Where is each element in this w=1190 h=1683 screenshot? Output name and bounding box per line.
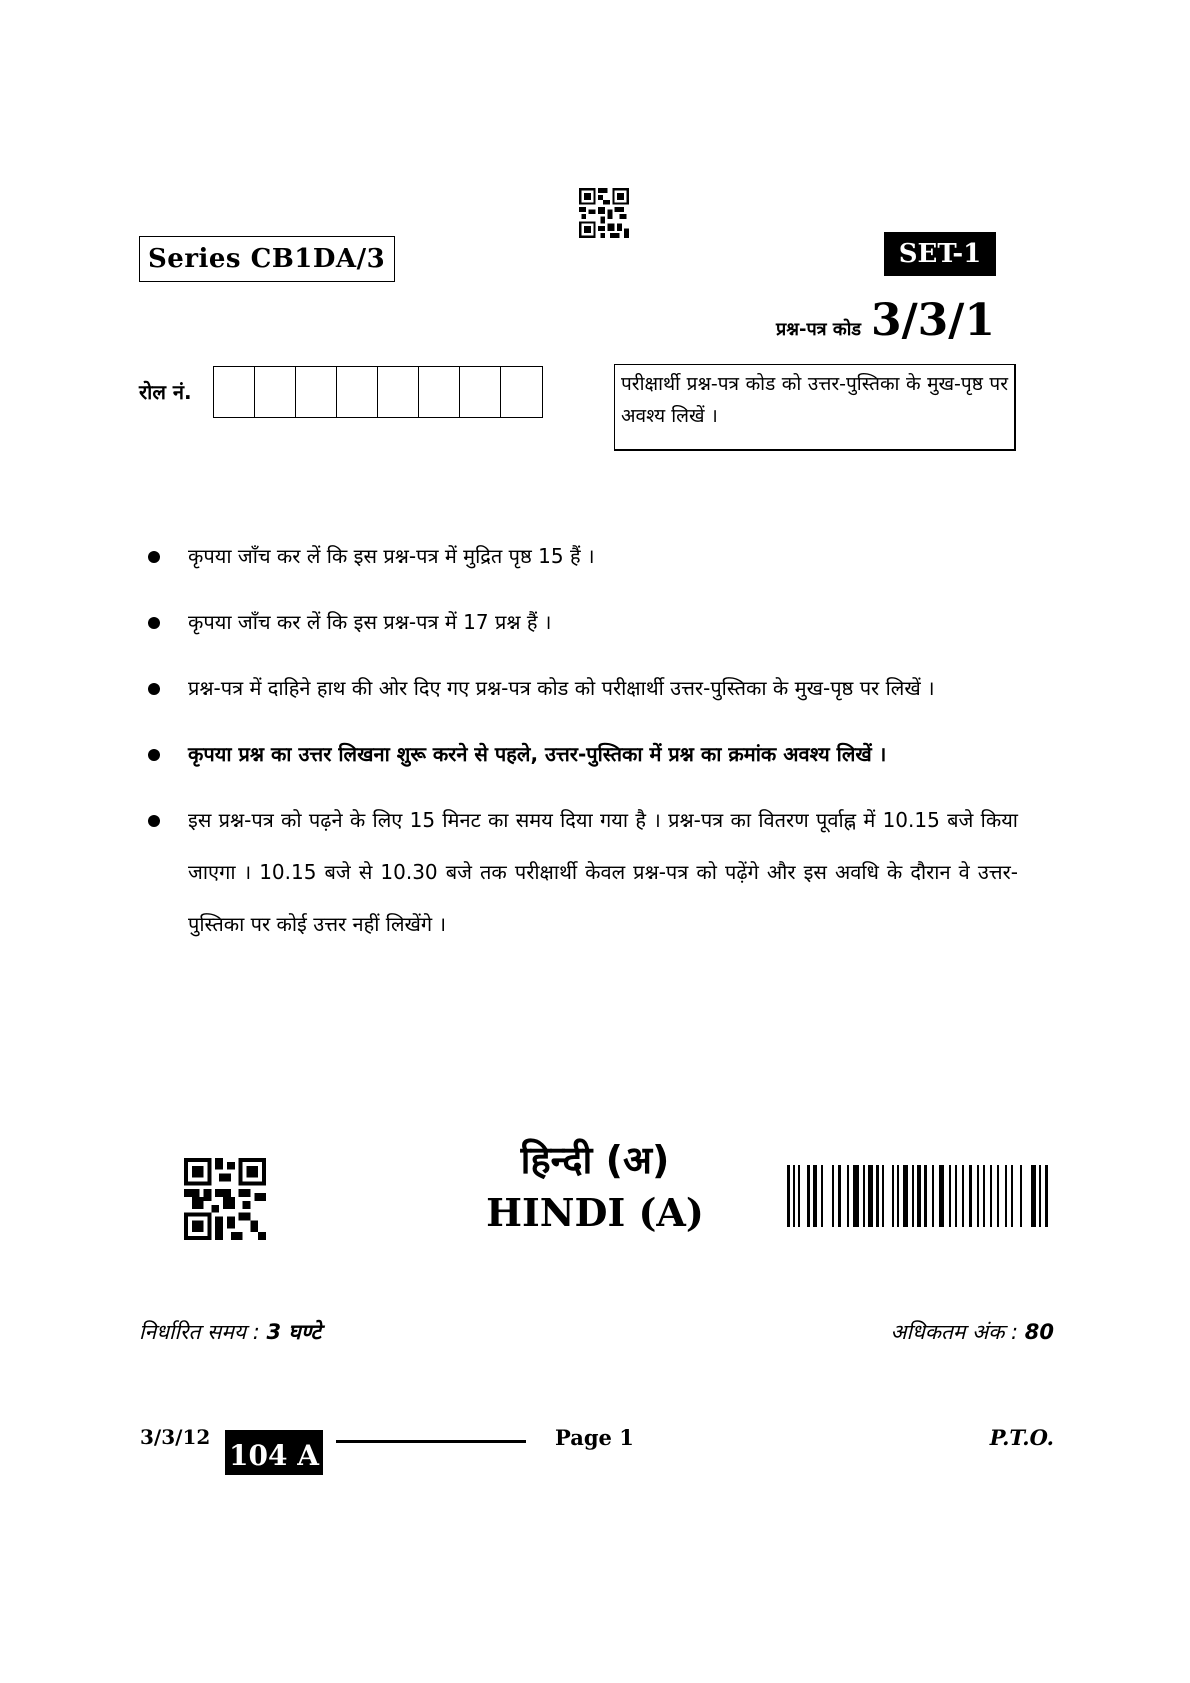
bullet-icon [148,551,160,563]
series-label: Series CB1DA/3 [139,236,395,282]
instructions-list [148,530,1018,950]
footer-paper-code: 3/3/12 [140,1425,211,1449]
maximum-marks-label: अधिकतम अंक : [890,1320,1025,1344]
roll-number-box[interactable] [214,367,255,417]
maximum-marks-value: 80 [1024,1320,1054,1344]
instruction-text: प्रश्न-पत्र में दाहिने हाथ की ओर दिए गए प्रश्न-पत्र कोड को परीक्षार्थी उत्तर-पुस्तिका के मुख-पृष्ठ पर लिखें । [188,676,935,700]
top-qr-code-icon [579,188,629,238]
paper-code-value: 3/3/1 [871,295,995,346]
bullet-icon [148,815,160,827]
time-allowed-label: निर्धारित समय : [139,1320,267,1344]
roll-number-boxes[interactable] [213,366,543,418]
bullet-icon [148,683,160,695]
subject-title-hindi: हिन्दी (अ) [520,1138,670,1182]
roll-number-box[interactable] [255,367,296,417]
paper-code [776,295,995,346]
paper-code-label: प्रश्न-पत्र कोड [776,319,861,340]
roll-number-box[interactable] [460,367,501,417]
instruction-text: कृपया प्रश्न का उत्तर लिखना शुरू करने से पहले, उत्तर-पुस्तिका में प्रश्न का क्रमांक अवश्य लिखें । [188,742,887,766]
footer-divider [336,1440,526,1443]
instruction-item [148,596,1018,648]
page-number: Page 1 [555,1425,634,1450]
bullet-icon [148,749,160,761]
instruction-text: कृपया जाँच कर लें कि इस प्रश्न-पत्र में मुद्रित पृष्ठ 15 हैं । [188,544,595,568]
instruction-item [148,530,1018,582]
bullet-icon [148,617,160,629]
instruction-text: इस प्रश्न-पत्र को पढ़ने के लिए 15 मिनट का समय दिया गया है । प्रश्न-पत्र का वितरण पूर्वाह्न में 10.15 बजे किया जाएगा । 10.15 बजे से 10.30 बजे तक परीक्षार्थी केवल प्रश्न-पत्र को पढ़ेंगे और इस अवधि के दौरान वे उत्तर-पुस्तिका पर कोई उत्तर नहीं लिखेंगे । [188,808,1018,936]
roll-number-box[interactable] [337,367,378,417]
roll-number-box[interactable] [378,367,419,417]
barcode-icon [787,1165,1052,1227]
roll-number-label: रोल नं. [139,380,192,404]
roll-number-box[interactable] [419,367,460,417]
please-turn-over: P.T.O. [989,1425,1054,1450]
roll-number-box[interactable] [501,367,542,417]
time-allowed-value: 3 घण्टे [266,1320,322,1344]
instruction-item [148,794,1018,950]
maximum-marks [890,1318,1054,1346]
time-allowed [139,1318,321,1346]
set-badge: SET-1 [884,232,996,276]
paper-code-notice: परीक्षार्थी प्रश्न-पत्र कोड को उत्तर-पुस्तिका के मुख-पृष्ठ पर अवश्य लिखें । [614,364,1016,451]
subject-title-english: HINDI (A) [486,1190,704,1235]
instruction-item [148,728,1018,780]
roll-number-box[interactable] [296,367,337,417]
instruction-text: कृपया जाँच कर लें कि इस प्रश्न-पत्र में 17 प्रश्न हैं । [188,610,552,634]
instruction-item [148,662,1018,714]
footer-badge: 104 A [225,1430,323,1475]
